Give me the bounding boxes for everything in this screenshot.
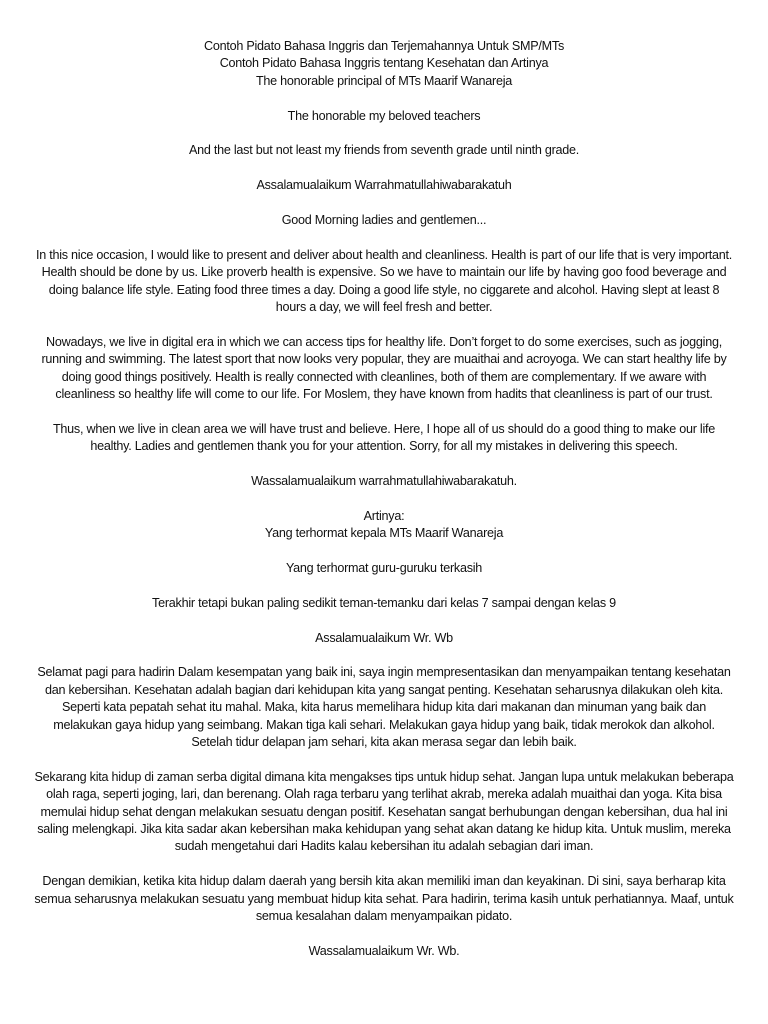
document-subtitle: Contoh Pidato Bahasa Inggris tentang Kesehatan dan Artinya — [219, 56, 549, 71]
translation-heading — [32, 508, 736, 543]
english-paragraph-2: Nowadays, we live in digital era in which we can access tips for healthy life. Don’t forget to do some exercises, such as jogging, running and swimming. The latest sport that now looks very popular, they are muaithai and acroyoga. We can start healthy life by doing good things positively. Health is really connected with cleanlines, both of them are complementary. If we aware with cleanliness so healthy life will come to our life. For Moslem, they have known from hadits that cleanliness is part of our trust. — [41, 334, 727, 402]
salam-closing: Wassalamualaikum warrahmatullahiwabarakatuh. — [251, 474, 517, 489]
document-page — [32, 38, 736, 978]
indonesian-paragraph-3: Dengan demikian, ketika kita hidup dalam daerah yang bersih kita akan memiliki iman dan keyakinan. Di sini, saya berharap kita semua seharusnya melakukan sesuatu yang membuat hidup kita sehat. Para hadirin, terima kasih untuk perhatiannya. Maaf, untuk semua kesalahan dalam menyampaikan pidato. — [34, 874, 734, 924]
greeting-teachers: The honorable my beloved teachers — [287, 108, 481, 123]
greeting-friends-id: Terakhir tetapi bukan paling sedikit teman-temanku dari kelas 7 sampai dengan kelas 9 — [152, 595, 616, 610]
english-paragraph-1: In this nice occasion, I would like to present and deliver about health and cleanliness. Health is part of our life that is very important. Health should be done by us. Like proverb health is expensive. So we have to maintain our life by having goo food beverage and doing balance life style. Eating food three times a day. Doing a good life style, no ciggarete and alcohol. Having slept at least 8 hours a day, we will feel fresh and better. — [35, 247, 733, 315]
salam-closing-id: Wassalamualaikum Wr. Wb. — [308, 943, 460, 958]
greeting-principal: The honorable principal of MTs Maarif Wanareja — [255, 73, 513, 88]
salam-opening-id: Assalamualaikum Wr. Wb — [315, 630, 453, 645]
indonesian-paragraph-1: Selamat pagi para hadirin Dalam kesempatan yang baik ini, saya ingin mempresentasikan dan menyampaikan tentang kesehatan dan kebersihan. Kesehatan adalah bagian dari kehidupan kita yang sangat penting. Kesehatan seharusnya dilakukan oleh kita. Seperti kata pepatah sehat itu mahal. Maka, kita harus memelihara hidup kita dari makanan dan minuman yang baik dan melakukan gaya hidup yang seimbang. Makan tiga kali sehari. Melakukan gaya hidup yang baik, tidak merokok dan alkohol. Setelah tidur delapan jam sehari, kita akan merasa segar dan lebih baik. — [37, 665, 731, 750]
salam-opening: Assalamualaikum Warrahmatullahiwabarakatuh — [256, 178, 512, 193]
english-paragraph-3: Thus, when we live in clean area we will have trust and believe. Here, I hope all of us should do a good thing to make our life healthy. Ladies and gentlemen thank you for your attention. Sorry, for all my mistakes in delivering this speech. — [52, 421, 715, 454]
indonesian-paragraph-2: Sekarang kita hidup di zaman serba digital dimana kita mengakses tips untuk hidup sehat. Jangan lupa untuk melakukan beberapa olah raga, seperti joging, lari, dan berenang. Olah raga terbaru yang terlihat akrab, mereka adalah muaithai dan yoga. Kita bisa memulai hidup sehat dengan melakukan sesuatu dengan positif. Kesehatan sangat berhubungan dengan kebersihan, dua hal ini saling melengkapi. Jika kita sadar akan kebersihan maka kehidupan yang sehat akan datang ke hidup kita. Untuk muslim, mereka sudah mengetahui dari Hadits kalau kebersihan itu adalah sebagian dari iman. — [34, 769, 734, 854]
document-title: Contoh Pidato Bahasa Inggris dan Terjemahannya Untuk SMP/MTs — [204, 39, 564, 53]
greeting-friends: And the last but not least my friends from seventh grade until ninth grade. — [188, 143, 580, 158]
good-morning-line: Good Morning ladies and gentlemen... — [281, 213, 487, 227]
greeting-principal-id: Yang terhormat kepala MTs Maarif Wanareja — [264, 526, 504, 541]
document-heading — [32, 38, 736, 90]
greeting-teachers-id: Yang terhormat guru-guruku terkasih — [285, 561, 483, 576]
artinya-label: Artinya: — [363, 508, 405, 523]
